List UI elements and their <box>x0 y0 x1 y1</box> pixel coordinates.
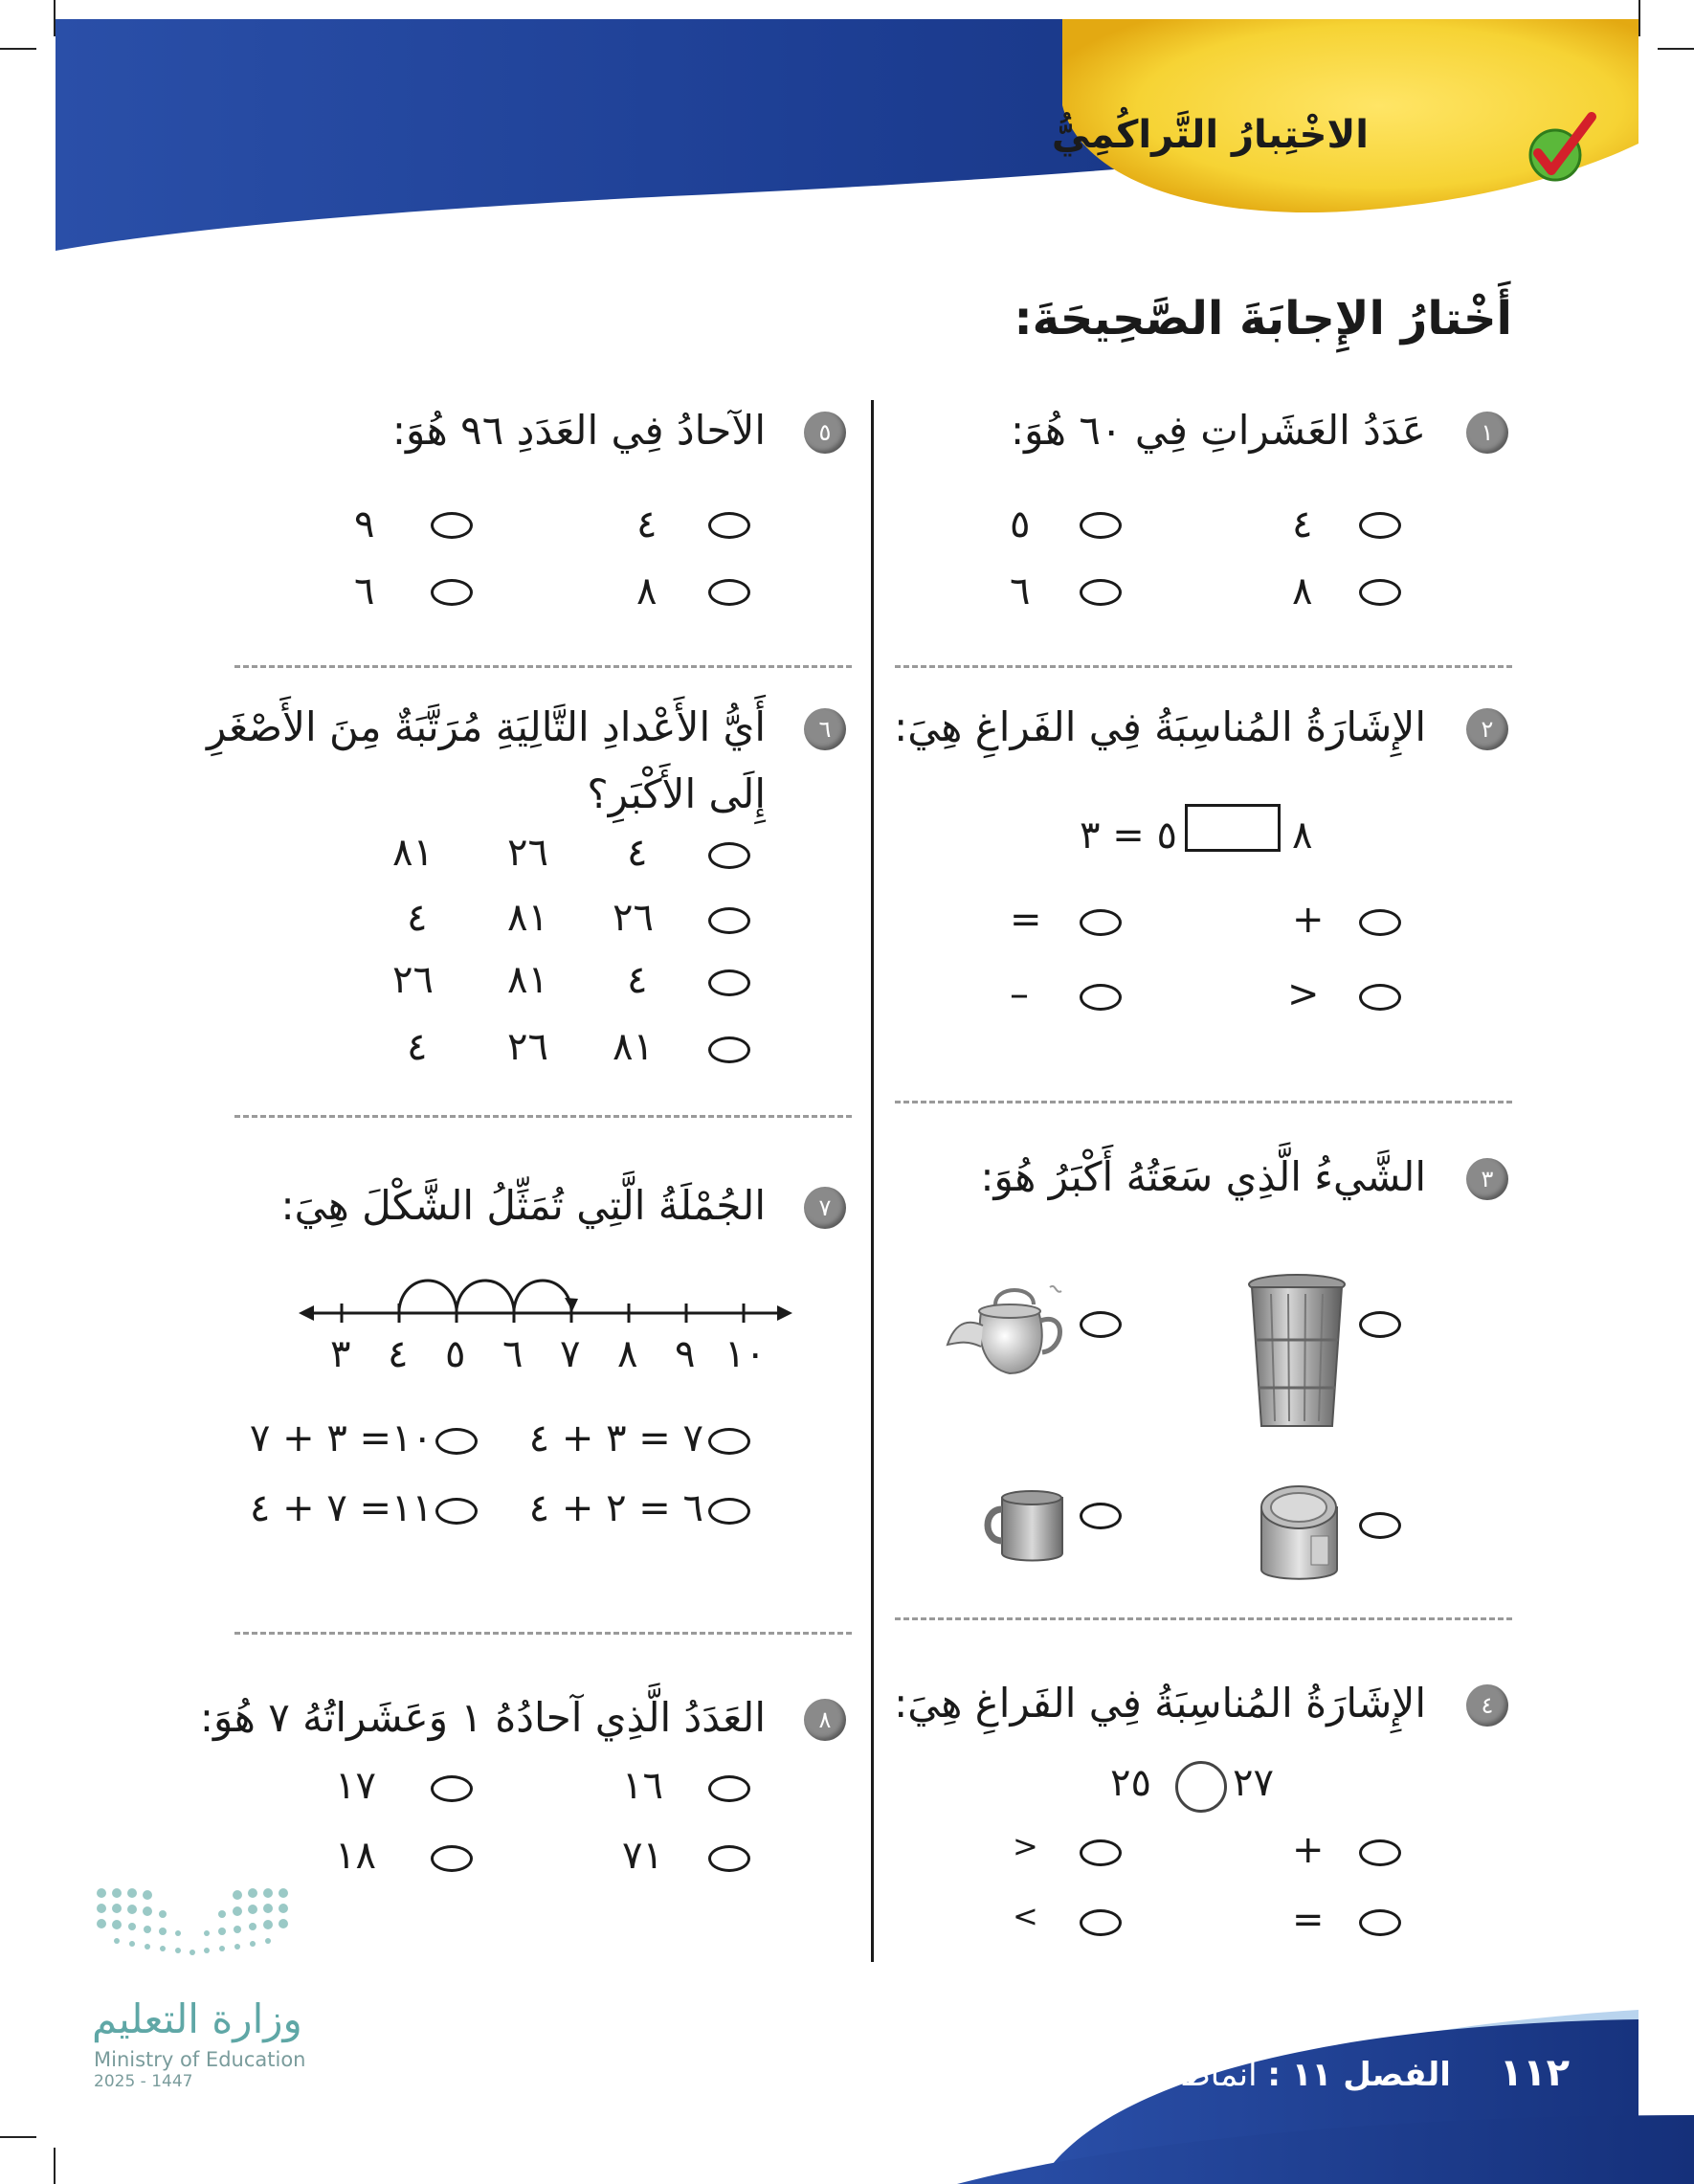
answer-label: ٧١ <box>622 1834 663 1878</box>
number-line-label: ٤ <box>388 1332 409 1376</box>
answer-label: + <box>1292 898 1325 942</box>
answer-bubble[interactable] <box>708 579 750 606</box>
section-divider <box>234 665 852 668</box>
answer-bubble[interactable] <box>1080 1311 1122 1338</box>
footer-chapter <box>1082 2051 1570 2095</box>
question-8-text: العَدَدُ الَّذِي آحادُهُ ١ وَعَشَراتُهُ ٧ هُوَ: <box>199 1694 766 1741</box>
page-title: الاخْتِبارُ التَّراكُمِيُّ <box>1051 113 1369 157</box>
answer-label: ٢٦ <box>613 896 654 940</box>
answer-label: ٤ <box>407 1025 428 1069</box>
question-number-1: ١ <box>1466 412 1508 454</box>
answer-label: ١٨ <box>335 1834 376 1878</box>
answer-bubble[interactable] <box>431 1845 473 1872</box>
answer-label: ٦ = ٢ + ٤ <box>528 1486 703 1530</box>
checkmark-icon <box>1517 107 1603 193</box>
number-line-label: ١٠ <box>724 1332 766 1376</box>
ministry-year: 2025 - 1447 <box>94 2072 193 2091</box>
teapot-icon <box>943 1278 1072 1383</box>
answer-bubble[interactable] <box>435 1498 478 1525</box>
answer-label: ٤ <box>627 958 648 1002</box>
answer-label: ٦ <box>354 569 375 613</box>
equation-right: ٥ = ٣ <box>1080 813 1177 858</box>
answer-label: ١١= ٧ + ٤ <box>249 1486 433 1530</box>
answer-bubble[interactable] <box>431 512 473 539</box>
answer-label: ٢٦ <box>507 831 548 875</box>
answer-label: > <box>1013 1828 1038 1864</box>
section-divider <box>895 665 1512 668</box>
question-number-7: ٧ <box>804 1187 846 1229</box>
answer-bubble[interactable] <box>1359 1311 1401 1338</box>
question-2-text: الإِشَارَةُ المُناسِبَةُ فِي الفَراغِ هِيَ: <box>894 703 1426 750</box>
answer-bubble[interactable] <box>1359 1839 1401 1866</box>
answer-label: < <box>1013 1898 1038 1934</box>
section-divider <box>234 1115 852 1118</box>
section-divider <box>234 1632 852 1635</box>
answer-label: ٤ <box>407 896 428 940</box>
answer-label: ٢٦ <box>392 958 434 1002</box>
answer-bubble[interactable] <box>1359 579 1401 606</box>
answer-label: ٤ <box>1292 502 1313 546</box>
header-banner <box>0 0 1694 287</box>
question-number-3: ٣ <box>1466 1158 1508 1200</box>
answer-label: ٥ <box>1010 502 1031 546</box>
answer-label: ١٧ <box>335 1764 376 1808</box>
answer-bubble[interactable] <box>435 1428 478 1455</box>
answer-bubble[interactable] <box>1359 984 1401 1011</box>
section-divider <box>895 1101 1512 1103</box>
question-number-8: ٨ <box>804 1699 846 1741</box>
answer-label: ٤ <box>627 831 648 875</box>
ministry-name-arabic: وزارة التعليم <box>92 1995 302 2042</box>
answer-label: ٨ <box>1292 569 1313 613</box>
answer-bubble[interactable] <box>1359 1909 1401 1936</box>
chapter-title: أنماط الأعداد <box>1081 2056 1258 2094</box>
answer-bubble[interactable] <box>708 1775 750 1802</box>
right-value: ٢٥ <box>1110 1761 1151 1805</box>
answer-bubble[interactable] <box>708 1845 750 1872</box>
answer-bubble[interactable] <box>708 1428 750 1455</box>
number-line-label: ٣ <box>330 1332 351 1376</box>
equation-left: ٨ <box>1292 813 1313 858</box>
column-divider <box>871 400 874 1962</box>
answer-label: = <box>1010 898 1042 942</box>
question-number-2: ٢ <box>1466 708 1508 750</box>
answer-bubble[interactable] <box>1080 909 1122 936</box>
trash-can-icon <box>1244 1273 1349 1436</box>
answer-bubble[interactable] <box>1359 909 1401 936</box>
section-divider <box>895 1617 1512 1620</box>
answer-bubble[interactable] <box>431 579 473 606</box>
question-number-5: ٥ <box>804 412 846 454</box>
question-7-text: الجُمْلَةُ الَّتِي تُمَثِّلُ الشَّكْلَ هِيَ: <box>280 1182 766 1229</box>
instruction: أَخْتارُ الإِجابَةَ الصَّحِيحَةَ: <box>1014 292 1512 345</box>
question-number-6: ٦ <box>804 708 846 750</box>
ministry-logo-icon <box>94 1883 300 1979</box>
answer-label: ٨١ <box>507 896 548 940</box>
answer-label: ٢٦ <box>507 1025 548 1069</box>
answer-bubble[interactable] <box>1359 1512 1401 1539</box>
answer-bubble[interactable] <box>708 969 750 996</box>
answer-bubble[interactable] <box>1080 1839 1122 1866</box>
answer-bubble[interactable] <box>1080 984 1122 1011</box>
question-3-text: الشَّيءُ الَّذِي سَعَتُهُ أَكْبَرُ هُوَ: <box>980 1153 1426 1200</box>
answer-bubble[interactable] <box>1080 1909 1122 1936</box>
paint-can-icon <box>1254 1479 1345 1584</box>
answer-bubble[interactable] <box>708 842 750 869</box>
left-value: ٢٧ <box>1233 1761 1274 1805</box>
answer-bubble[interactable] <box>1080 512 1122 539</box>
mug-icon <box>981 1488 1072 1565</box>
answer-bubble[interactable] <box>708 1498 750 1525</box>
question-number-4: ٤ <box>1466 1684 1508 1727</box>
answer-label: ٨١ <box>507 958 548 1002</box>
number-line-label: ٦ <box>502 1332 524 1376</box>
answer-bubble[interactable] <box>708 512 750 539</box>
blank-circle[interactable] <box>1175 1761 1227 1813</box>
answer-label: ٦ <box>1010 569 1031 613</box>
answer-label: ٨ <box>636 569 658 613</box>
answer-label: + <box>1292 1828 1325 1872</box>
answer-label: ٩ <box>354 502 375 546</box>
ministry-name-english: Ministry of Education <box>94 2048 306 2071</box>
question-1-text: عَدَدُ العَشَراتِ فِي ٦٠ هُوَ: <box>1010 407 1426 454</box>
question-6-text-line1: أَيُّ الأَعْدادِ التَّالِيَةِ مُرَتَّبَةٌ مِنَ الأَصْغَرِ <box>206 703 766 750</box>
answer-label: ٨١ <box>613 1025 654 1069</box>
answer-label: ١٦ <box>622 1764 663 1808</box>
answer-bubble[interactable] <box>708 907 750 934</box>
answer-bubble[interactable] <box>1080 1503 1122 1529</box>
chapter-label: الفصل ١١ : <box>1267 2056 1451 2094</box>
answer-label: = <box>1292 1898 1325 1942</box>
answer-bubble[interactable] <box>1359 512 1401 539</box>
question-6-text-line2: إِلَى الأَكْبَرِ؟ <box>587 770 766 817</box>
number-line <box>297 1263 794 1330</box>
blank-box[interactable] <box>1185 804 1281 852</box>
answer-bubble[interactable] <box>431 1775 473 1802</box>
page-number: ١١٢ <box>1499 2051 1570 2095</box>
question-5-text: الآحادُ فِي العَدَدِ ٩٦ هُوَ: <box>391 407 766 454</box>
answer-bubble[interactable] <box>1080 579 1122 606</box>
number-line-label: ٧ <box>560 1332 581 1376</box>
number-line-label: ٥ <box>445 1332 466 1376</box>
answer-bubble[interactable] <box>708 1036 750 1063</box>
answer-label: ٨١ <box>392 831 434 875</box>
question-4-text: الإِشَارَةُ المُناسِبَةُ فِي الفَراغِ هِيَ: <box>894 1680 1426 1727</box>
number-line-label: ٩ <box>675 1332 696 1376</box>
answer-label: ١٠= ٣ + ٧ <box>249 1416 433 1460</box>
answer-label: – <box>1010 972 1029 1016</box>
answer-label: ٤ <box>636 502 658 546</box>
answer-label: ٧ = ٣ + ٤ <box>528 1416 703 1460</box>
number-line-label: ٨ <box>617 1332 638 1376</box>
answer-label: > <box>1287 972 1320 1016</box>
